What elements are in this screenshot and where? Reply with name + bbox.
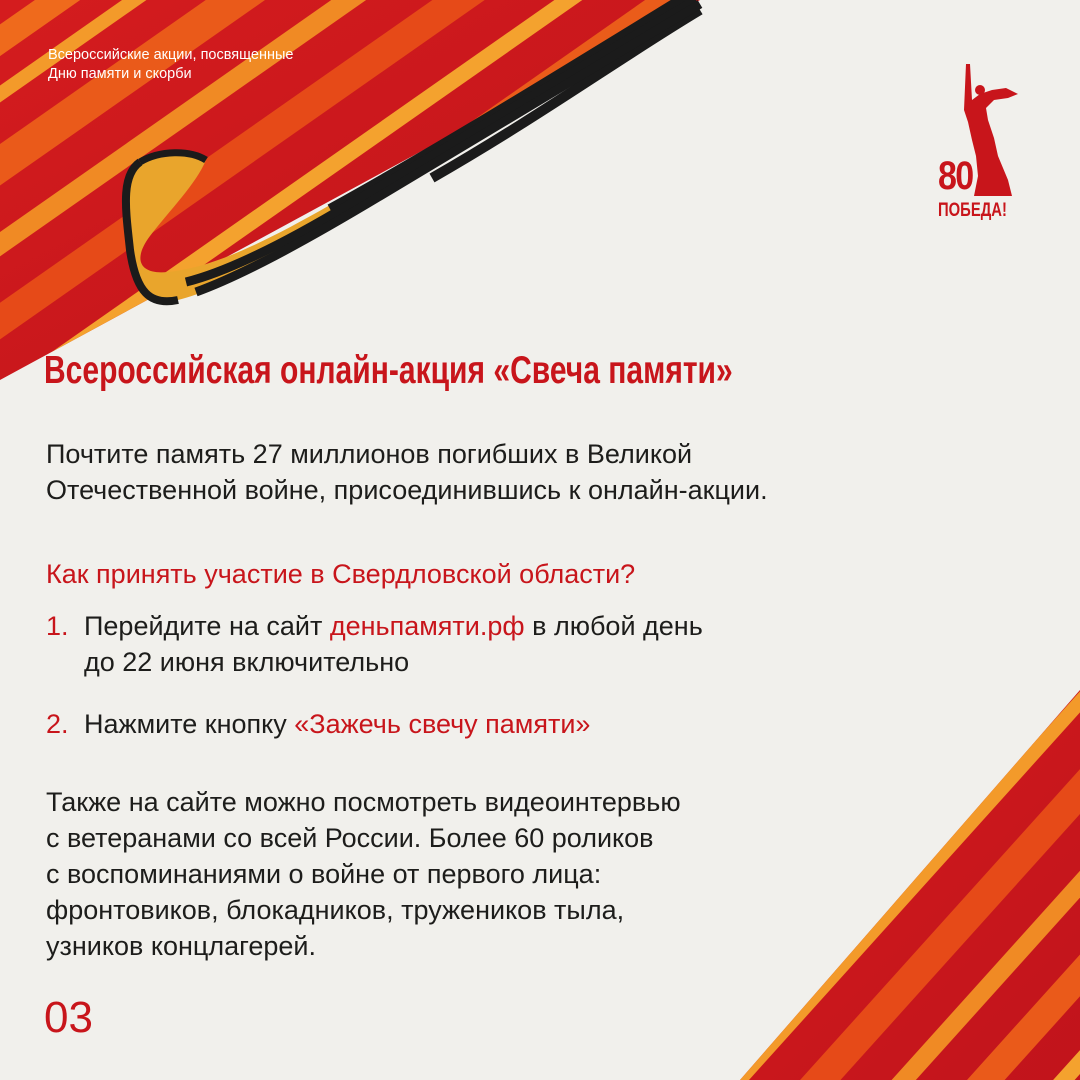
- outro-line-4: фронтовиков, блокадников, тружеников тыла,: [46, 895, 625, 925]
- outro-line-3: с воспоминаниями о войне от первого лица:: [46, 859, 602, 889]
- intro-line-2: Отечественной войне, присоединившись к онлайн-акции.: [46, 475, 768, 505]
- outro-line-5: узников концлагерей.: [46, 931, 317, 961]
- step-2-number: 2.: [46, 709, 69, 739]
- logo-word: ПОБЕДА!: [938, 200, 1007, 221]
- light-candle-button-label: «Зажечь свечу памяти»: [294, 709, 591, 739]
- header-caption: [48, 46, 293, 84]
- page-title: Всероссийская онлайн-акция «Свеча памяти»: [44, 349, 733, 392]
- logo-number: 80: [938, 154, 973, 198]
- header-line-2: Дню памяти и скорби: [48, 66, 192, 82]
- step-1-text-after: в любой день: [524, 611, 703, 641]
- victory-80-logo: [928, 60, 1028, 230]
- outro-line-1: Также на сайте можно посмотреть видеоинтервью: [46, 787, 681, 817]
- step-1: [46, 608, 703, 680]
- participation-question: Как принять участие в Свердловской области?: [46, 559, 636, 589]
- header-line-1: Всероссийские акции, посвященные: [48, 47, 294, 63]
- step-2: [46, 706, 590, 742]
- outro-line-2: с ветеранами со всей России. Более 60 роликов: [46, 823, 654, 853]
- step-1-number: 1.: [46, 611, 69, 641]
- page-number: 03: [44, 993, 93, 1042]
- step-1-line-2: до 22 июня включительно: [84, 647, 410, 677]
- outro-text: [46, 784, 946, 964]
- intro-text: [46, 436, 1006, 508]
- site-link[interactable]: деньпамяти.рф: [329, 611, 525, 641]
- step-2-text-before: Нажмите кнопку: [84, 709, 295, 739]
- intro-line-1: Почтите память 27 миллионов погибших в Великой: [46, 439, 693, 469]
- step-1-text-before: Перейдите на сайт: [84, 611, 330, 641]
